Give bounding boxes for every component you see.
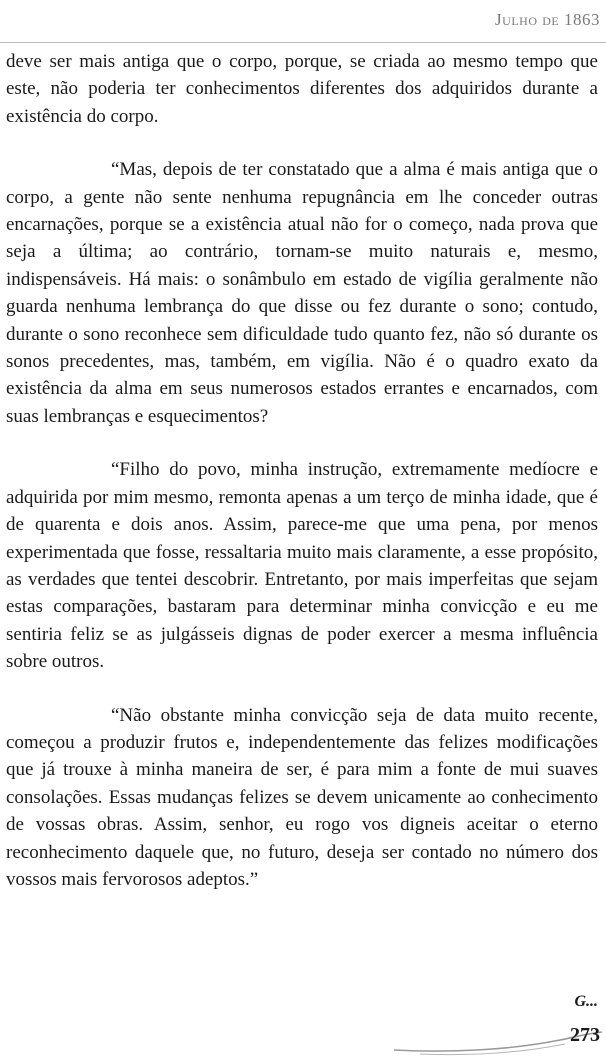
- running-head-title: Julho de 1863: [495, 10, 600, 29]
- body-text: [6, 48, 598, 919]
- paragraph-quote-conviction: “Não obstante minha convicção seja de data muito recente, começou a produzir frutos e, independentemente das felizes modificações que já trouxe à minha maneira de ser, é para mim a fonte de mui suaves consolações. Essas mudanças felizes se devem unicamente ao conhecimento de vossas obras. Assim, senhor, eu rogo vos digneis aceitar o eterno reconhecimento daquele que, no futuro, deseja ser contado no número dos vossos mais fervorosos adeptos.”: [6, 704, 598, 890]
- paragraph-quote-education: “Filho do povo, minha instrução, extremamente medíocre e adquirida por mim mesmo, remonta apenas a um terço de minha idade, que é de quarenta e dois anos. Assim, parece-me que uma pena, por menos experimentada que fosse, ressaltaria muito mais claramente, a esse propósito, as verdades que tentei descobrir. Entretanto, por mais imperfeitas que sejam estas comparações, bastaram para determinar minha convicção e eu me sentiria feliz se as julgásseis dignas de poder exercer a mesma influência sobre outros.: [6, 459, 598, 673]
- signature: G...: [574, 993, 598, 1010]
- paragraph-quote-soul: “Mas, depois de ter constatado que a alma é mais antiga que o corpo, a gente não sente nenhuma repugnância em lhe conceder outras encarnações, porque se a existência atual não for o começo, nada prova que seja a última; ao contrário, tornam-se muito naturais e, mesmo, indispensáveis. Há mais: o sonâmbulo em estado de vigília geralmente não guarda nenhuma lembrança do que disse ou fez durante o sono; contudo, durante o sono reconhece sem dificuldade tudo quanto fez, não só durante os sonos precedentes, mas, também, em vigília. Não é o quadro exato da existência da alma em seus numerosos estados errantes e encarnados, com suas lembranças e esquecimentos?: [6, 159, 598, 427]
- header-rule: [0, 42, 606, 43]
- paragraph-continuation: deve ser mais antiga que o corpo, porque, se criada ao mesmo tempo que este, não poderia ter conhecimentos diferentes dos adquiridos durante a existência do corpo.: [6, 51, 598, 127]
- page-number: 273: [570, 1024, 600, 1046]
